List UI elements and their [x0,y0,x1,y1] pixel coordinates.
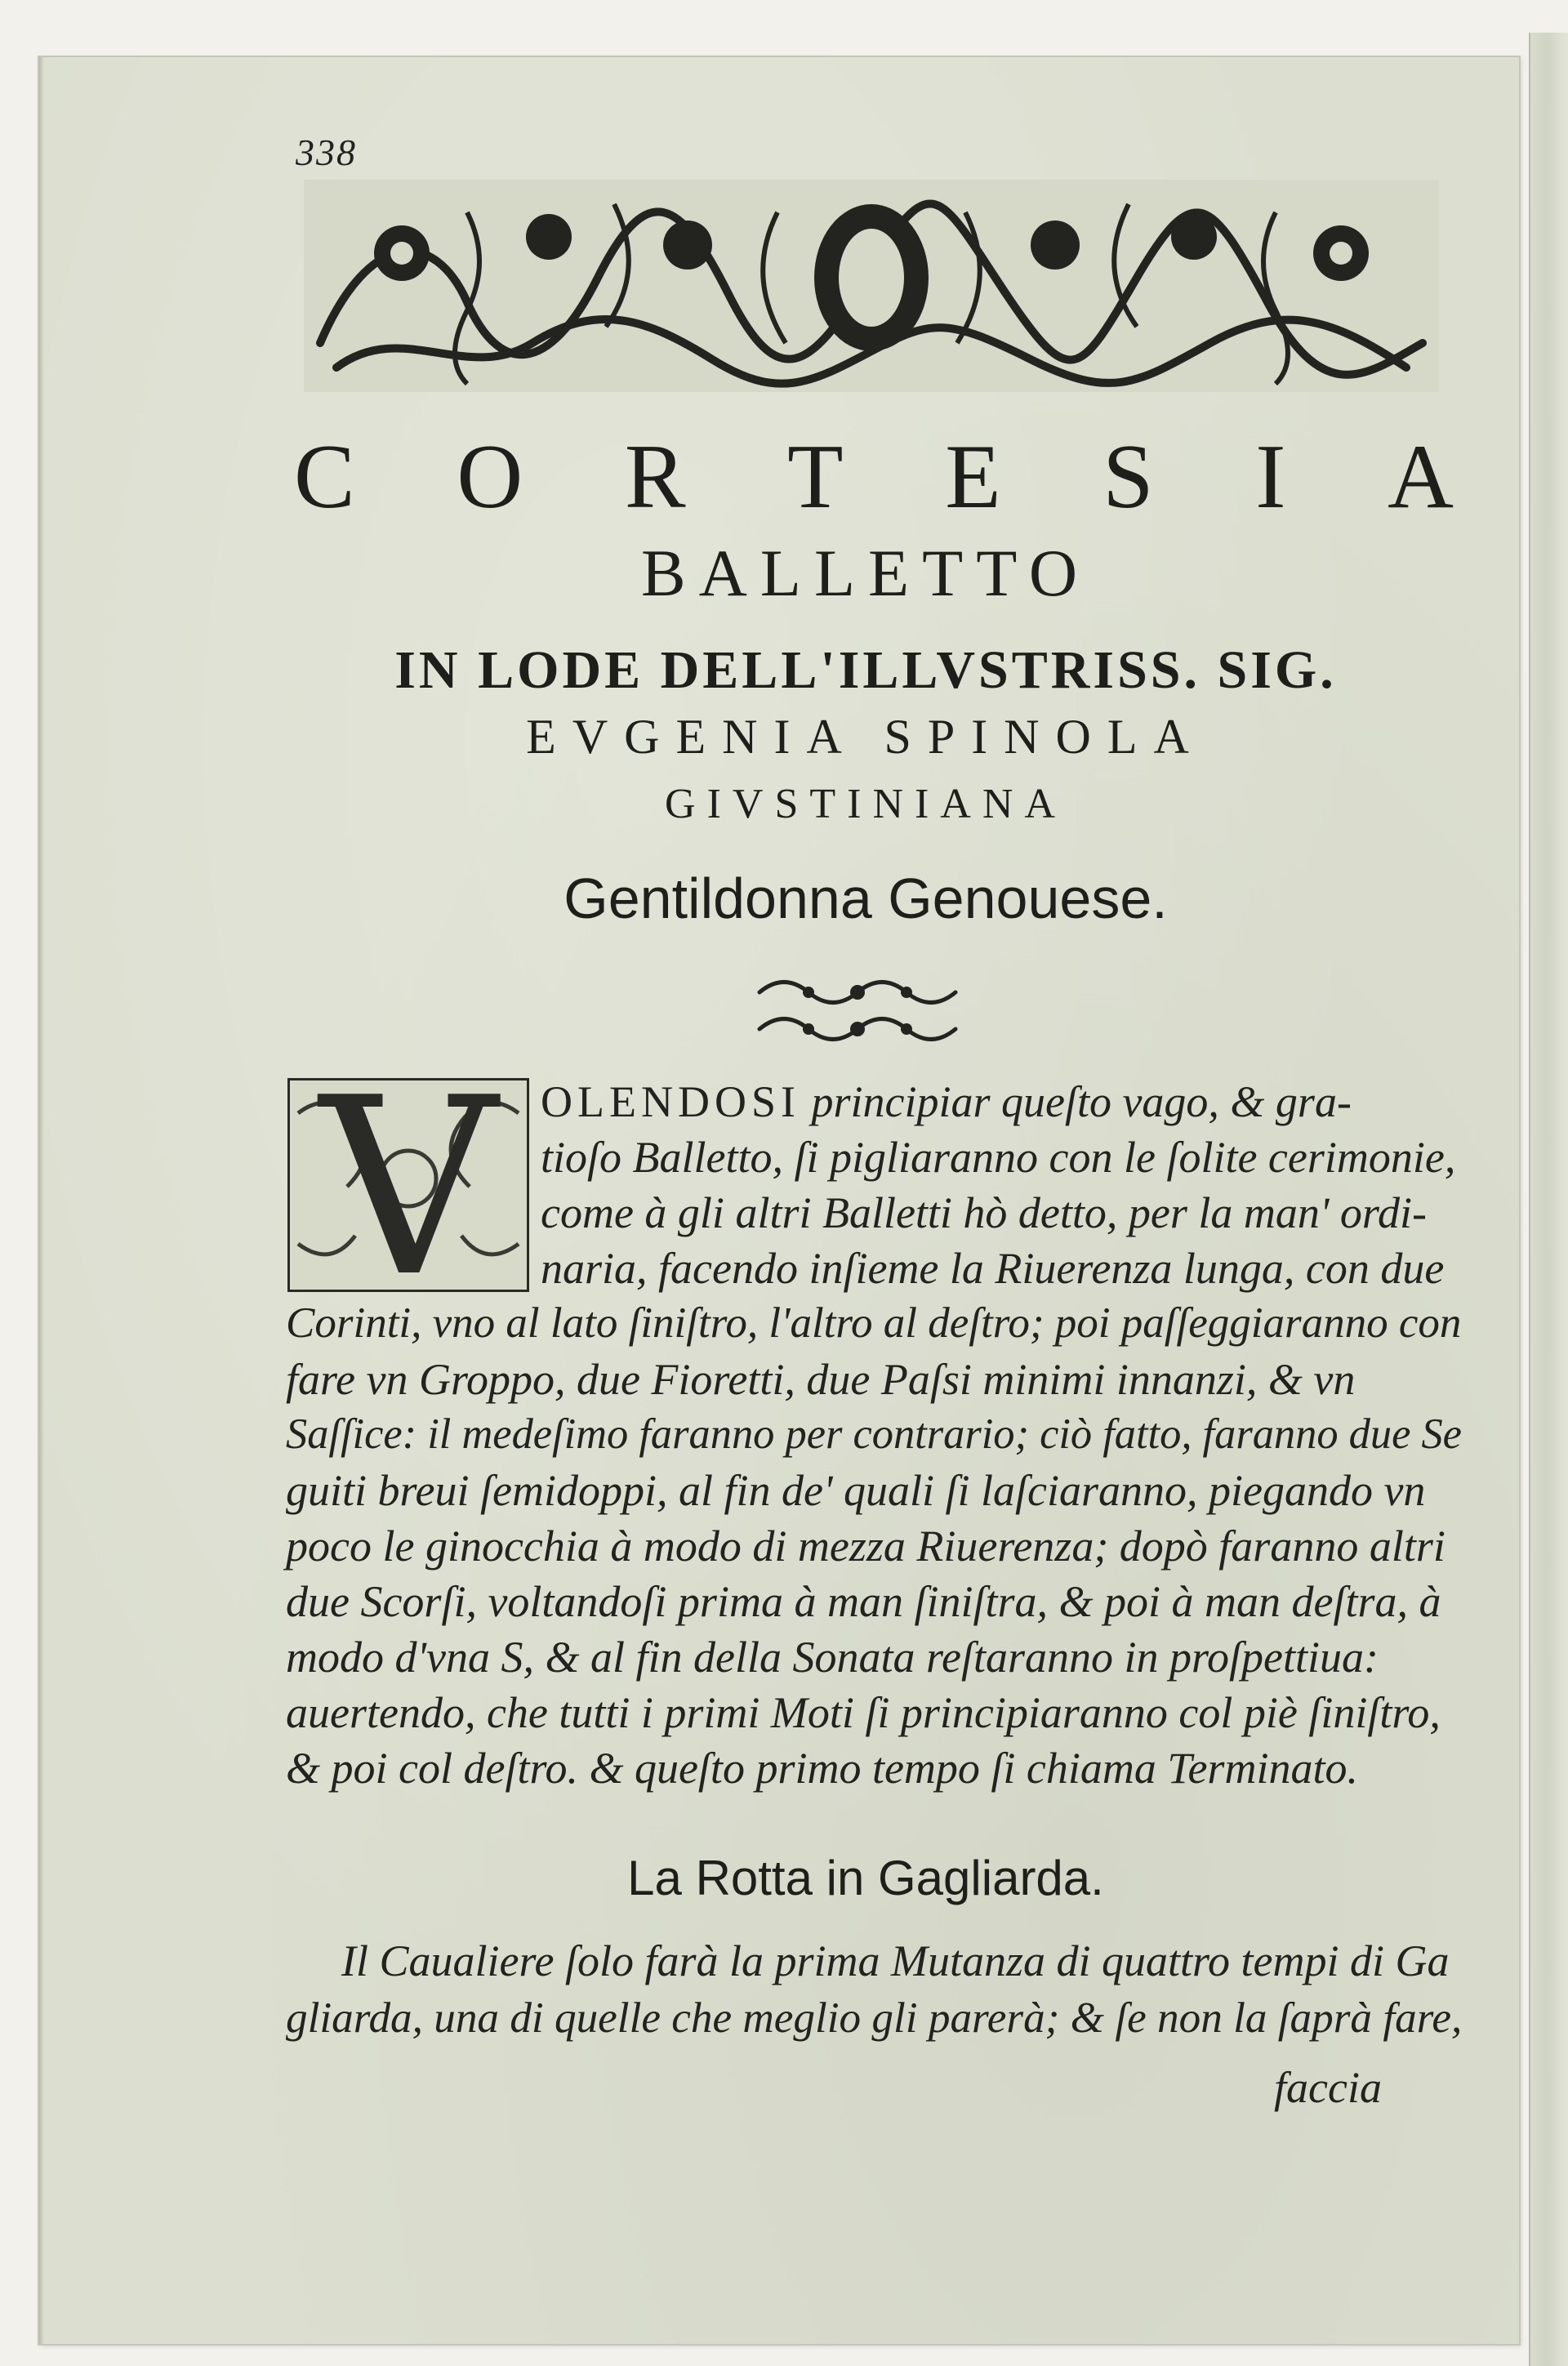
decorated-initial [287,1078,529,1292]
paragraph-line: Saſſice: il medeſimo faranno per contrario; ciò fatto, faranno due Se [286,1410,1462,1458]
subtitle-dedication: IN LODE DELL'ILLVSTRISS. SIG. [394,640,1337,700]
title-letter: R [624,426,686,528]
opening-small-caps: OLENDOSI [541,1077,800,1126]
paragraph-line: due Scorſi, voltandoſi prima à man ſiniſtra, & poi à man deſtra, à [286,1577,1441,1626]
catchword: faccia [1274,2063,1382,2112]
paragraph-line [541,1076,1352,1127]
title-letter: O [457,426,523,528]
paragraph-line: tioſo Balletto, ſi pigliaranno con le ſolite cerimonie, [541,1133,1456,1182]
paragraph-line: naria, facendo inſieme la Riuerenza lunga, con due [541,1244,1445,1293]
fleuron-ornament [751,968,964,1049]
line-text: principiar queſto vago, & gra- [800,1077,1352,1126]
subtitle-name: EVGENIA SPINOLA [526,710,1205,764]
paragraph-line: Il Caualiere ſolo farà la prima Mutanza di quattro tempi di Ga [341,1936,1450,1985]
title-letter: A [1388,426,1454,528]
paragraph-line: poco le ginocchia à modo di mezza Riuerenza; dopò faranno altri [286,1522,1446,1571]
title-letter: T [787,426,844,528]
title-letter: E [945,426,1001,528]
paragraph-line: gliarda, una di quelle che meglio gli parerà; & ſe non la ſaprà fare, [286,1994,1463,2042]
title-cortesia [294,425,1454,530]
subtitle-genouese: Gentildonna Genouese. [564,867,1168,930]
title-letter: C [294,426,355,528]
paragraph-line: modo d'vna S, & al fin della Sonata reſtaranno in proſpettiua: [286,1633,1379,1682]
page-gutter-shadow [39,57,44,2344]
page-number: 338 [296,131,357,173]
initial-letter: V [319,1078,497,1292]
paragraph-line: fare vn Groppo, due Fioretti, due Paſsi minimi innanzi, & vn [286,1355,1356,1404]
section-heading: La Rotta in Gagliarda. [627,1851,1104,1905]
subtitle-balletto: BALLETTO [640,536,1091,610]
subtitle-surname: GIVSTINIANA [665,781,1067,827]
paragraph-line: come à gli altri Balletti hò detto, per la man' ordi- [541,1188,1427,1237]
paragraph-line: guiti breui ſemidoppi, al fin de' quali ſi laſciaranno, piegando vn [286,1466,1426,1515]
paragraph-line: auertendo, che tutti i primi Moti ſi principiaranno col piè ſiniſtro, [286,1688,1441,1737]
paragraph-line: Corinti, vno al lato ſiniſtro, l'altro al deſtro; poi paſſeggiaranno con [286,1299,1462,1347]
title-letter: I [1255,426,1286,528]
paragraph-line: & poi col deſtro. & queſto primo tempo ſi chiama Terminato. [286,1744,1358,1793]
headpiece-ornament [304,180,1439,392]
facing-page-edge [1529,33,1568,2366]
title-letter: S [1102,426,1154,528]
